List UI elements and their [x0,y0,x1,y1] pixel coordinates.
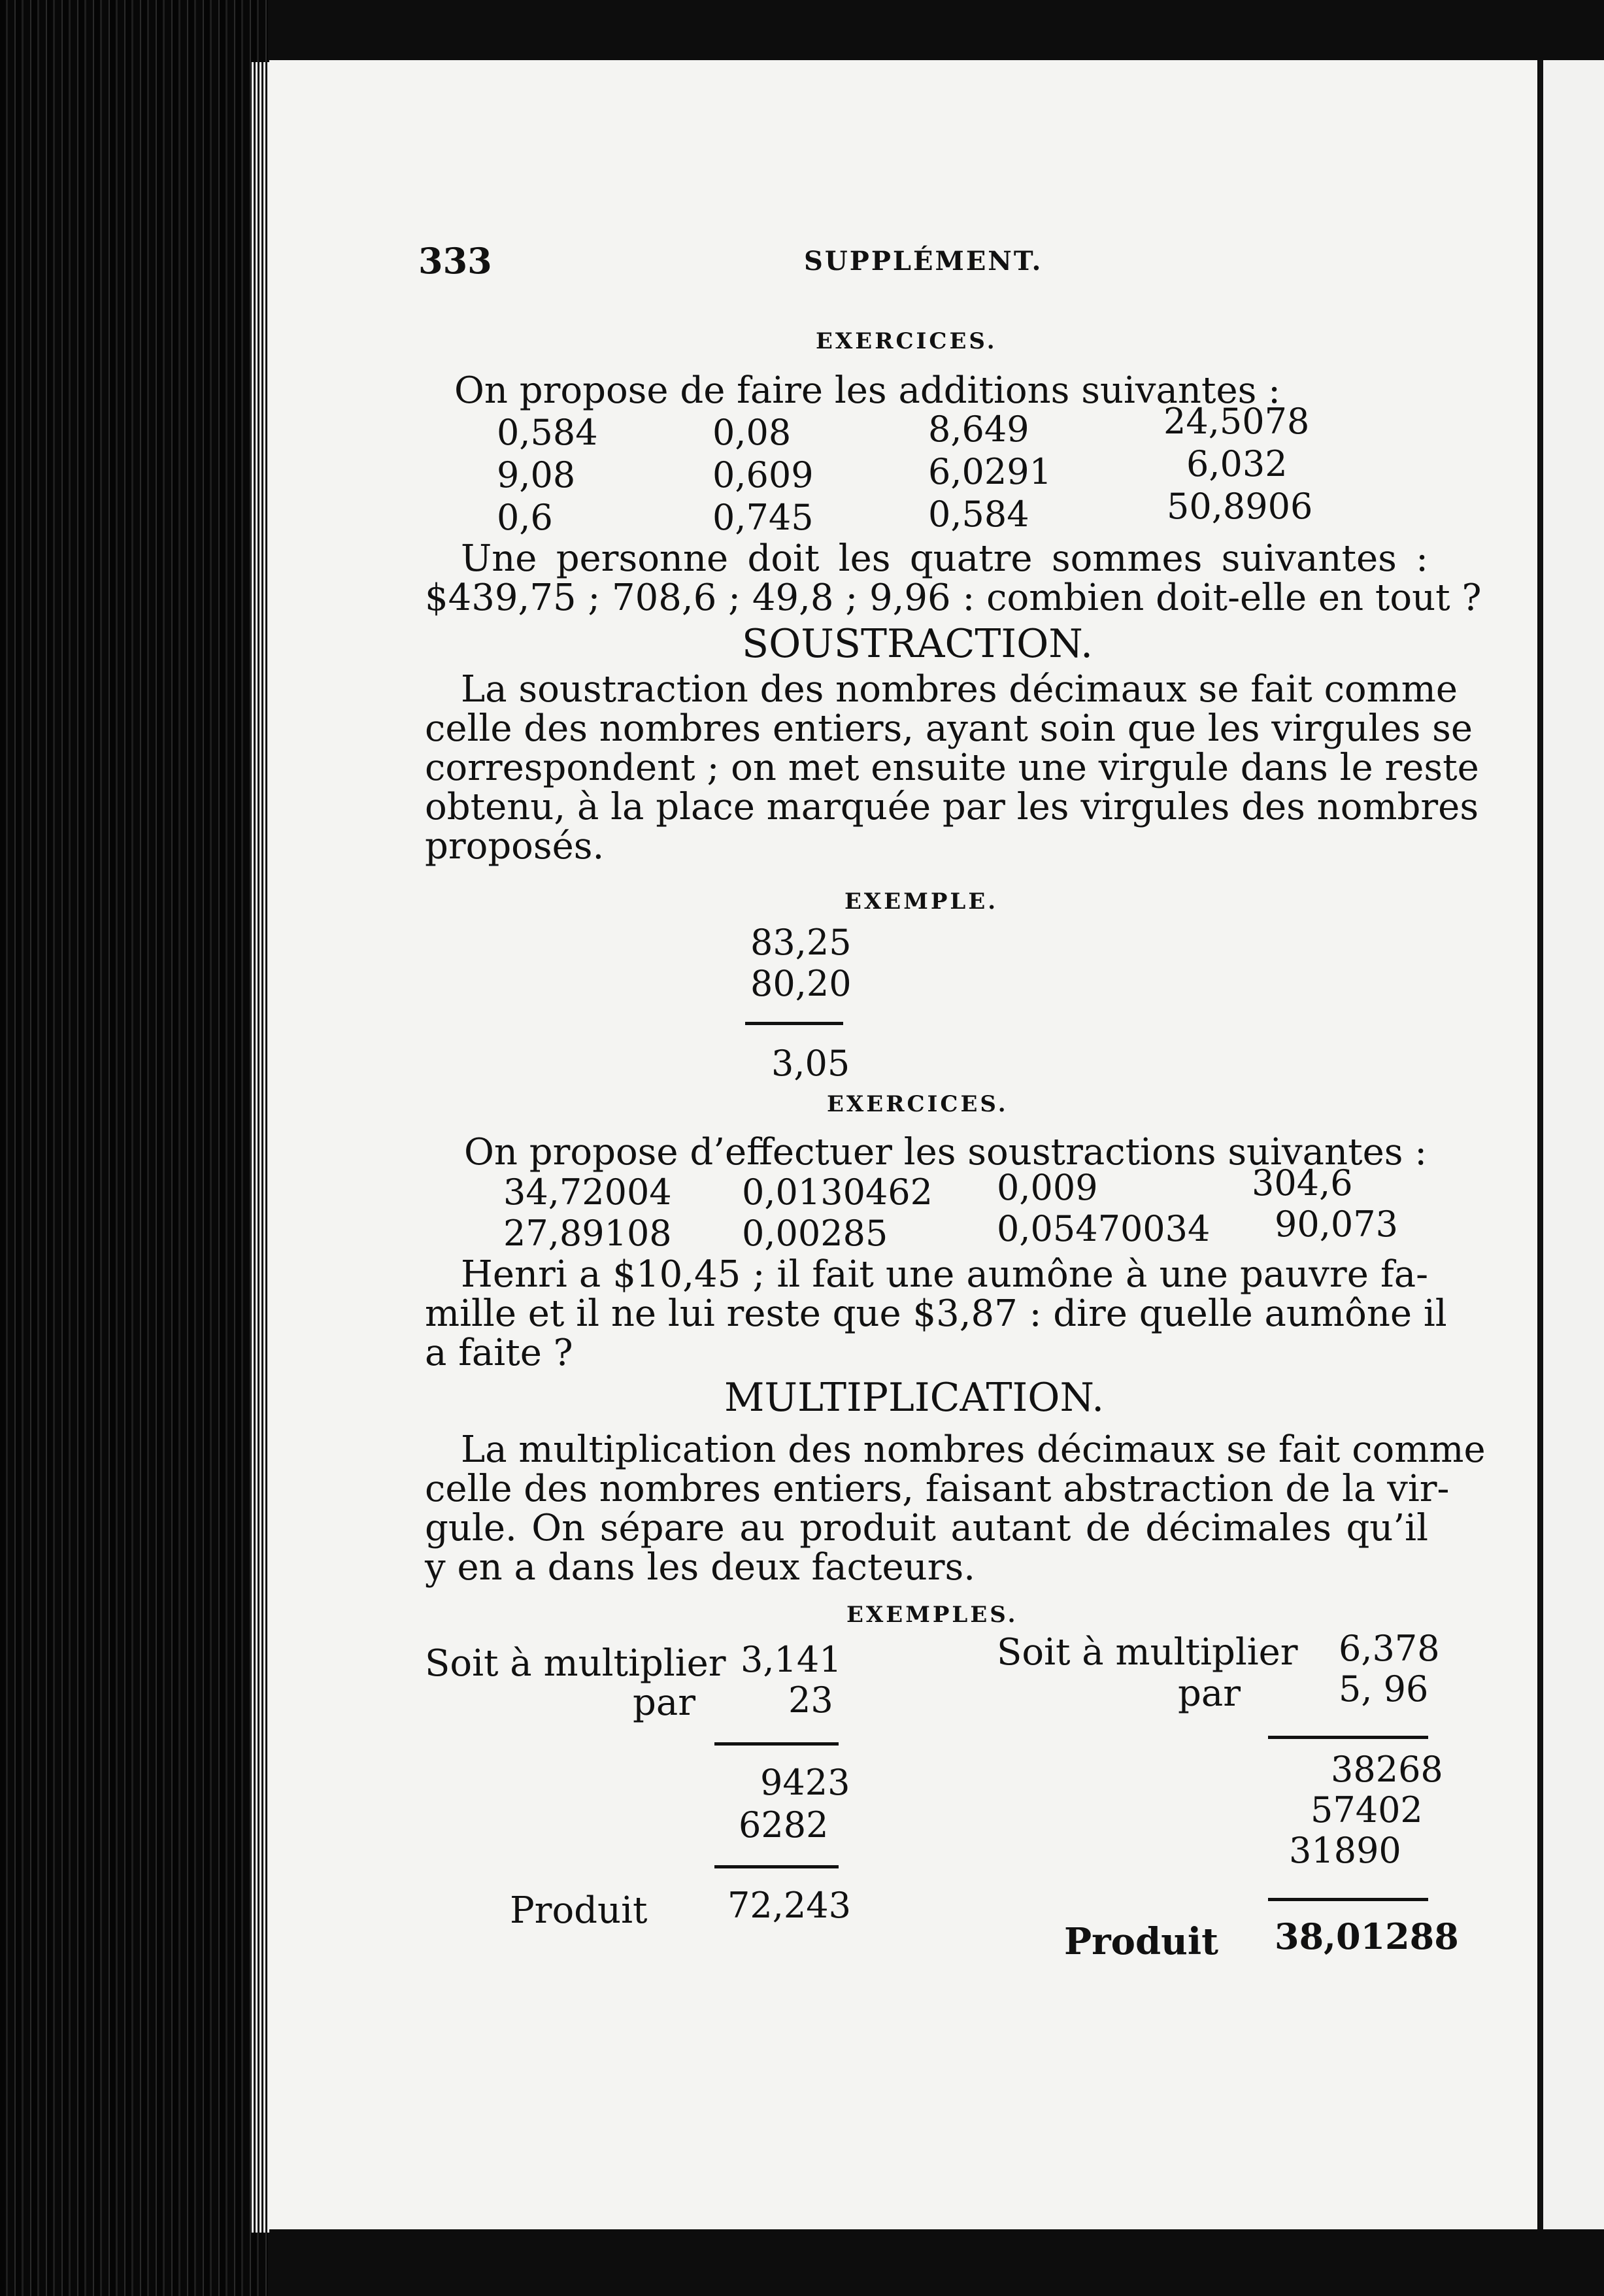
section-title-soustraction: SOUSTRACTION. [742,621,1094,667]
example2-rule-2 [1268,1898,1428,1901]
example2-multiplier: 5, 96 [1339,1668,1429,1710]
book-binding [0,0,268,2296]
example1-product-label: Produit [510,1889,648,1932]
text-line: $439,75 ; 708,6 ; 49,8 ; 9,96 : combien doit-elle en tout ? [425,577,1482,619]
text-line: celle des nombres entiers, ayant soin que les virgules se [425,707,1473,750]
text-line: proposés. [425,825,605,868]
text-line: obtenu, à la place marquée par les virgules des nombres [425,786,1479,828]
exercises-heading-1: EXERCICES. [816,328,997,354]
soustraction-paragraph [425,668,1479,868]
text-line: gule. On sépare au produit autant de décimales qu’il [425,1507,1428,1549]
examples-heading: EXEMPLES. [846,1602,1018,1628]
text-line: Henri a $10,45 ; il fait une aumône à une pauvre fa- [461,1253,1428,1296]
addition-word-problem [425,537,1482,619]
example1-label: Soit à multiplier [425,1642,726,1685]
addition-value: 0,745 [712,497,814,538]
addition-value: 6,032 [1186,443,1288,484]
example2-product: 38,01288 [1275,1916,1459,1957]
addition-value: 0,08 [712,412,792,453]
example1-partial: 9423 [760,1762,850,1803]
example-heading: EXEMPLE. [844,888,999,915]
subtraction-result: 3,05 [771,1043,850,1084]
text-line: celle des nombres entiers, faisant abstraction de la vir- [425,1468,1450,1510]
text-line: a faite ? [425,1332,573,1374]
page-number: 333 [418,240,492,282]
exercises-prompt-1: On propose de faire les additions suivantes : [454,369,1281,412]
addition-value: 0,6 [497,497,553,538]
page-edges [252,62,271,2233]
subtraction-rule [745,1022,843,1025]
subtraction-value: 0,009 [997,1167,1098,1208]
example1-multiplicand: 3,141 [741,1639,842,1680]
addition-value: 0,609 [712,454,814,496]
subtraction-value: 27,89108 [503,1213,672,1254]
addition-value: 0,584 [928,494,1029,535]
example2-label: Soit à multiplier [997,1631,1298,1674]
text-line: mille et il ne lui reste que $3,87 : dire quelle aumône il [425,1292,1447,1335]
addition-value: 24,5078 [1163,401,1310,442]
subtraction-value: 90,073 [1275,1204,1398,1245]
example1-partial: 6282 [739,1804,829,1846]
section-title-multiplication: MULTIPLICATION. [724,1375,1105,1421]
addition-value: 50,8906 [1167,486,1313,527]
exercises-prompt-2: On propose d’effectuer les soustractions suivantes : [464,1131,1428,1173]
subtraction-value: 304,6 [1252,1162,1353,1204]
subtraction-value: 0,00285 [742,1213,888,1254]
example2-partial: 38268 [1331,1749,1443,1790]
text-line: La multiplication des nombres décimaux se fait comme [461,1428,1486,1471]
example1-rule-2 [714,1865,839,1868]
subtraction-top: 83,25 [750,922,852,963]
addition-value: 9,08 [497,454,576,496]
subtraction-bottom: 80,20 [750,963,852,1004]
example1-par-label: par [633,1681,696,1724]
example1-multiplier: 23 [788,1680,833,1721]
text-line: Une personne doit les quatre sommes suivantes : [461,537,1428,580]
text-line: La soustraction des nombres décimaux se fait comme [461,668,1458,711]
adjacent-page [1539,60,1604,2229]
example2-product-label: Produit [1064,1920,1218,1963]
exercises-heading-2: EXERCICES. [827,1091,1009,1117]
subtraction-value: 34,72004 [503,1172,672,1213]
multiplication-paragraph [425,1428,1486,1589]
example1-product: 72,243 [727,1885,851,1926]
addition-value: 0,584 [497,412,598,453]
addition-value: 6,0291 [928,451,1052,492]
example2-par-label: par [1178,1672,1241,1715]
subtraction-word-problem [425,1253,1447,1374]
example1-rule-1 [714,1742,839,1746]
example2-multiplicand: 6,378 [1339,1628,1440,1669]
text-line: correspondent ; on met ensuite une virgule dans le reste [425,747,1479,789]
subtraction-value: 0,05470034 [997,1208,1211,1249]
running-title: SUPPLÉMENT. [804,246,1043,277]
addition-value: 8,649 [928,409,1029,450]
example2-partial: 31890 [1289,1830,1401,1871]
subtraction-value: 0,0130462 [742,1172,933,1213]
example2-rule-1 [1268,1736,1428,1739]
example2-partial: 57402 [1311,1789,1423,1831]
text-line: y en a dans les deux facteurs. [425,1546,975,1589]
